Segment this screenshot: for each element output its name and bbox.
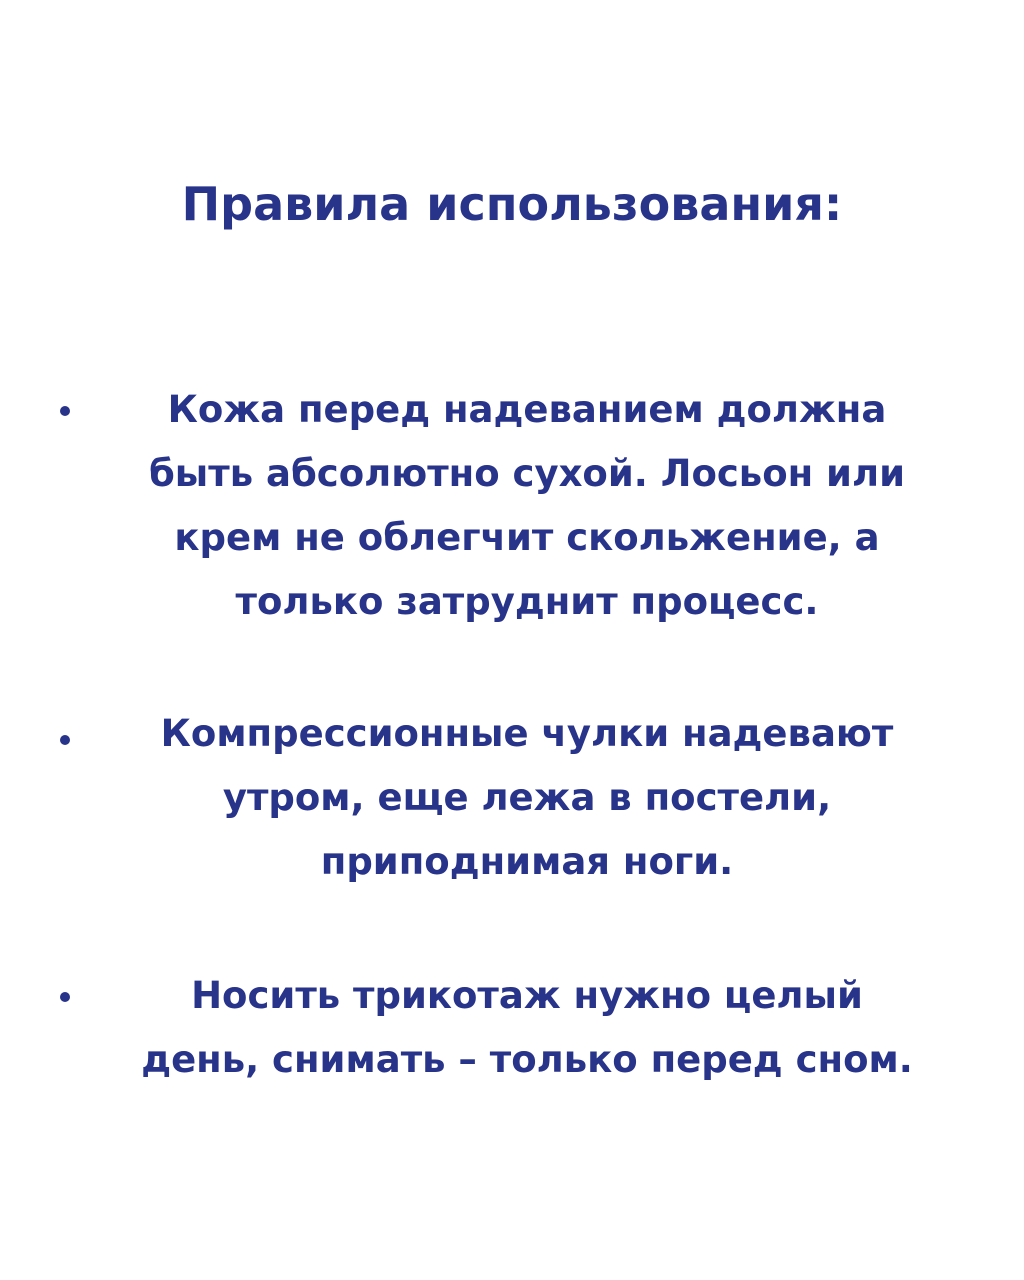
- bullet-icon: [60, 735, 70, 745]
- rule-text-3: Носить трикотаж нужно целый день, снимать – только перед сном.: [141, 974, 913, 1081]
- page-title: Правила использования:: [181, 177, 843, 231]
- rule-text-1: Кожа перед надеванием должна быть абсолютно сухой. Лосьон или крем не облегчит скольжение, а только затруднит процесс.: [148, 388, 906, 623]
- rule-text-2: Компрессионные чулки надевают утром, еще лежа в постели, приподнимая ноги.: [160, 712, 894, 883]
- bullet-icon: [60, 406, 70, 416]
- bullet-icon: [60, 992, 70, 1002]
